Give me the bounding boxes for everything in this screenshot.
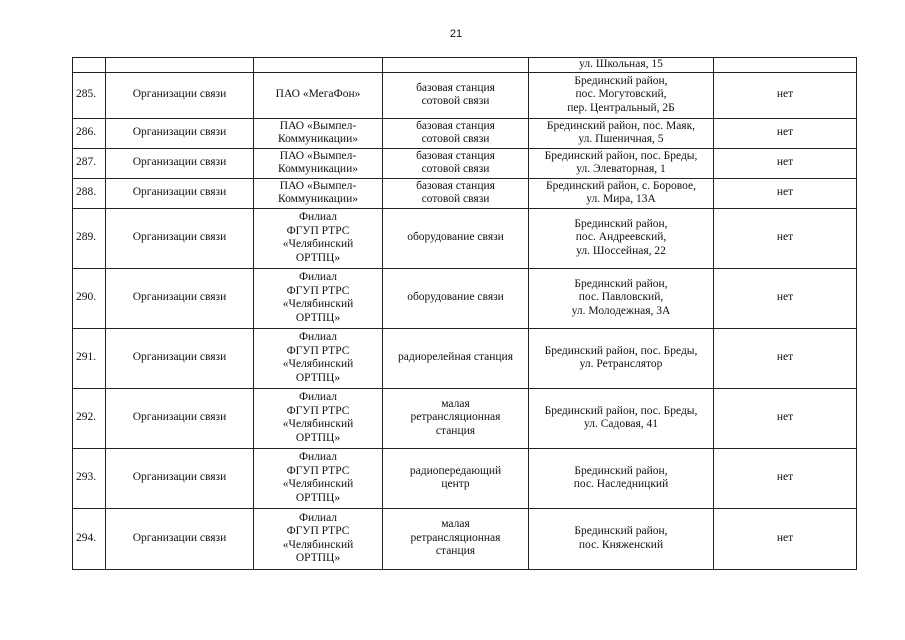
table-row [73,388,857,448]
organization-line: ОРТПЦ» [295,251,341,264]
num-cell: 287. [73,148,106,178]
table-row [73,448,857,508]
status-cell: нет [714,118,857,148]
continuation-row [73,58,857,73]
address-line: пос. Андреевский, [575,231,667,244]
page-number: 21 [449,28,463,40]
status-cell: нет [714,178,857,208]
category-cell: Организации связи [106,268,254,328]
object-line: ретрансляционная [410,411,501,424]
address-line: пос. Павловский, [578,291,664,304]
address-line: пос. Могутовский, [575,88,667,101]
address-line: Брединский район, с. Боровое, [546,179,696,192]
object-cell [383,118,529,148]
status-cell: нет [714,448,857,508]
object-line: базовая станция [416,149,495,162]
address-line: Брединский район, [574,74,668,87]
address-cell [529,448,714,508]
category-cell [106,58,254,73]
status-cell: нет [714,208,857,268]
object-cell [383,328,529,388]
organization-line: «Челябинский [282,538,354,551]
address-cell [529,58,714,73]
address-line: Брединский район, [574,277,668,290]
address-line: ул. Школьная, 15 [579,58,663,70]
num-cell: 294. [73,508,106,569]
address-cell [529,208,714,268]
object-line: радиопередающий [409,464,502,477]
organization-line: Филиал [298,331,338,343]
object-line: центр [441,478,470,490]
object-line: базовая станция [416,179,495,192]
object-cell [383,268,529,328]
organization-line: Филиал [298,451,338,463]
num-cell: 285. [73,72,106,118]
organization-cell [254,178,383,208]
organization-line: «Челябинский [282,238,354,250]
address-cell [529,328,714,388]
table-row [73,208,857,268]
organization-line: «Челябинский [282,298,354,310]
address-line: Брединский район, [574,217,668,230]
address-cell [529,268,714,328]
address-line: пос. Наследницкий [573,478,669,490]
address-line: Брединский район, [574,525,668,537]
organization-line: ОРТПЦ» [295,552,341,564]
organization-line: Коммуникации» [278,133,358,145]
organization-line: ПАО «Вымпел- [279,149,357,162]
organization-cell [254,148,383,178]
organization-line: «Челябинский [282,418,354,430]
address-line: ул. Мира, 13А [586,193,656,205]
category-cell: Организации связи [106,508,254,569]
status-cell [714,58,857,73]
status-cell: нет [714,72,857,118]
object-line: радиорелейная станция [397,351,513,364]
organization-line: ПАО «Вымпел- [279,119,357,132]
object-cell [383,508,529,569]
status-cell: нет [714,388,857,448]
object-cell [383,388,529,448]
organization-cell [254,328,383,388]
num-cell: 288. [73,178,106,208]
address-cell [529,508,714,569]
address-line: Брединский район, пос. Маяк, [546,119,696,132]
address-line: ул. Элеваторная, 1 [576,163,666,175]
status-cell: нет [714,148,857,178]
organization-cell [254,208,383,268]
organization-line: ПАО «Вымпел- [279,179,357,192]
num-cell: 286. [73,118,106,148]
object-line: малая [441,518,470,531]
table-body [73,58,857,570]
organization-cell [254,58,383,73]
category-cell: Организации связи [106,388,254,448]
organization-line: Коммуникации» [278,193,358,205]
category-cell: Организации связи [106,448,254,508]
table-row [73,178,857,208]
category-cell: Организации связи [106,72,254,118]
status-cell: нет [714,328,857,388]
organization-cell [254,388,383,448]
num-cell: 291. [73,328,106,388]
organization-cell [254,448,383,508]
organization-line: ФГУП РТРС [286,284,350,297]
address-cell [529,388,714,448]
facilities-table [72,57,857,570]
address-line: ул. Садовая, 41 [583,418,659,430]
object-line: сотовой связи [421,163,490,175]
address-line: ул. Шоссейная, 22 [576,244,666,257]
object-line: станция [435,424,476,437]
num-cell: 290. [73,268,106,328]
organization-line: Филиал [298,211,338,223]
address-line: Брединский район, пос. Бреды, [544,344,698,357]
object-line: оборудование связи [407,291,504,304]
object-cell [383,208,529,268]
num-cell [73,58,106,73]
address-cell [529,178,714,208]
object-cell [383,148,529,178]
address-cell [529,148,714,178]
table-row [73,118,857,148]
organization-line: «Челябинский [282,478,354,490]
organization-line: ФГУП РТРС [286,224,350,237]
organization-line: ФГУП РТРС [286,464,350,477]
table-row [73,328,857,388]
organization-line: ФГУП РТРС [286,344,350,357]
object-line: малая [441,397,470,410]
organization-line: ОРТПЦ» [295,371,341,384]
organization-line: ОРТПЦ» [295,311,341,324]
object-cell [383,448,529,508]
organization-line: Филиал [298,511,338,524]
object-line: станция [435,545,476,558]
object-cell [383,72,529,118]
num-cell: 293. [73,448,106,508]
category-cell: Организации связи [106,148,254,178]
object-cell [383,178,529,208]
address-line: Брединский район, [574,464,668,477]
address-line: Брединский район, пос. Бреды, [544,404,698,417]
status-cell: нет [714,268,857,328]
object-line: сотовой связи [421,133,490,145]
table-row [73,268,857,328]
address-line: ул. Ретранслятор [579,358,663,370]
organization-line: Коммуникации» [278,163,358,175]
organization-line: ФГУП РТРС [286,404,350,417]
address-line: ул. Молодежная, 3А [571,304,671,317]
object-cell [383,58,529,73]
address-cell [529,72,714,118]
address-line: пос. Княженский [578,538,664,551]
object-line: ретрансляционная [410,531,501,544]
object-line: сотовой связи [421,95,490,107]
organization-cell [254,72,383,118]
organization-line: ОРТПЦ» [295,431,341,444]
object-line: базовая станция [416,119,495,132]
organization-line: «Челябинский [282,358,354,370]
object-line: оборудование связи [407,231,504,244]
object-line: базовая станция [416,81,495,94]
address-line: ул. Пшеничная, 5 [578,133,664,145]
organization-line: ПАО «МегаФон» [275,88,361,101]
organization-cell [254,508,383,569]
organization-line: Филиал [298,391,338,403]
table-row [73,508,857,569]
num-cell: 292. [73,388,106,448]
object-line: сотовой связи [421,193,490,205]
num-cell: 289. [73,208,106,268]
organization-cell [254,268,383,328]
organization-line: ФГУП РТРС [286,525,350,537]
category-cell: Организации связи [106,328,254,388]
table-row [73,148,857,178]
organization-line: ОРТПЦ» [295,491,341,504]
table-row [73,72,857,118]
category-cell: Организации связи [106,118,254,148]
category-cell: Организации связи [106,208,254,268]
address-line: Брединский район, пос. Бреды, [544,149,698,162]
status-cell: нет [714,508,857,569]
organization-line: Филиал [298,271,338,283]
address-line: пер. Центральный, 2Б [567,101,675,114]
address-cell [529,118,714,148]
category-cell: Организации связи [106,178,254,208]
organization-cell [254,118,383,148]
